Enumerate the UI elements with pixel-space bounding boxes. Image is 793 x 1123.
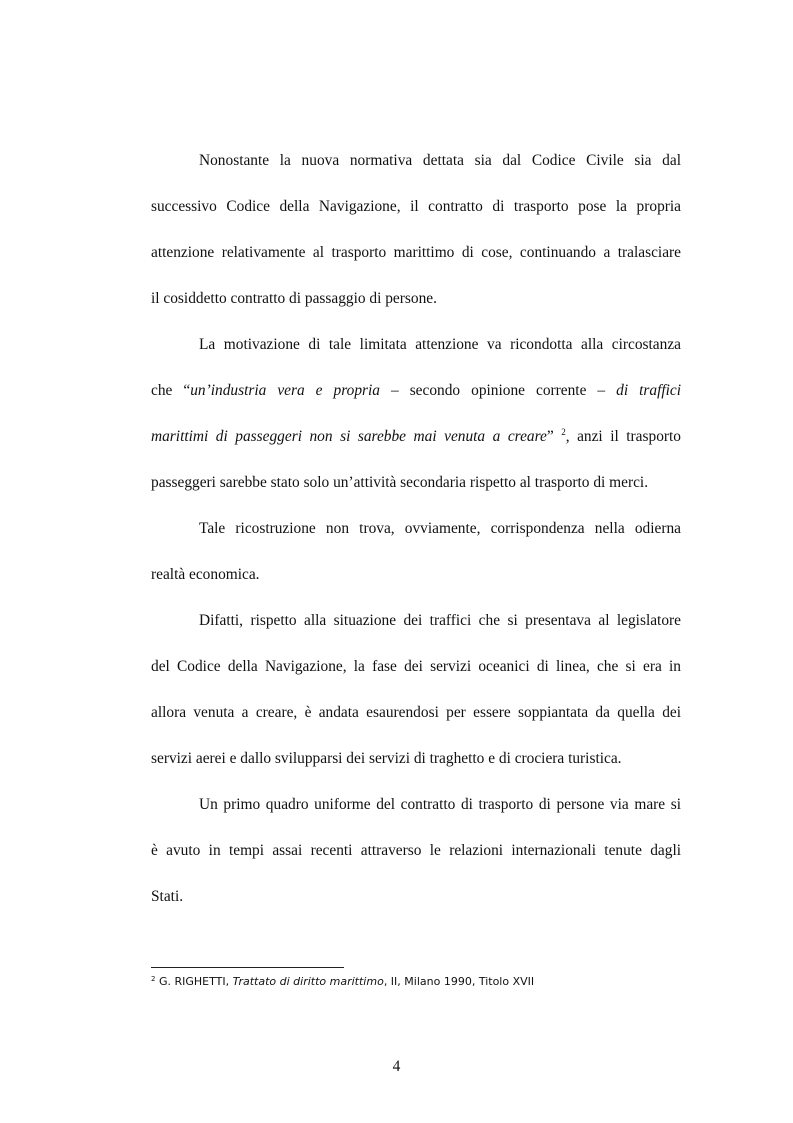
- paragraph-4-line-4: servizi aerei e dallo svilupparsi dei servizi di traghetto e di crociera turistica.: [151, 750, 622, 767]
- paragraph-1-line-2: successivo Codice della Navigazione, il contratto di trasporto pose la propria: [151, 198, 681, 215]
- paragraph-2-line-2: [151, 382, 681, 400]
- paragraph-3-line-2: realtà economica.: [151, 566, 260, 583]
- paragraph-4-line-1: Difatti, rispetto alla situazione dei traffici che si presentava al legislatore: [199, 612, 681, 629]
- footnote-marker: 2: [151, 975, 156, 983]
- quote-open: che “: [151, 382, 191, 399]
- paragraph-3-line-1: Tale ricostruzione non trova, ovviamente, corrispondenza nella odierna: [199, 520, 681, 537]
- footnote-details: , II, Milano 1990, Titolo XVII: [383, 975, 535, 988]
- paragraph-2-line-4: passeggeri sarebbe stato solo un’attività secondaria rispetto al trasporto di merci.: [151, 474, 649, 491]
- paragraph-1-line-1: Nonostante la nuova normativa dettata sia dal Codice Civile sia dal: [199, 152, 681, 169]
- footnote: [151, 975, 534, 989]
- footnote-separator: [151, 967, 344, 968]
- paragraph-2-line-3: [151, 428, 681, 446]
- quote-italic-1: un’industria vera e propria: [190, 382, 380, 399]
- page-number: 4: [392, 1058, 401, 1075]
- footnote-reference: 2: [561, 427, 566, 437]
- footnote-title: Trattato di diritto marittimo: [232, 975, 384, 988]
- quote-close: ”: [546, 428, 562, 445]
- paragraph-2-line-3-tail: , anzi il trasporto: [565, 428, 681, 445]
- paragraph-5-line-1: Un primo quadro uniforme del contratto di trasporto di persone via mare si: [199, 796, 681, 813]
- paragraph-2-line-1: La motivazione di tale limitata attenzione va ricondotta alla circostanza: [199, 336, 681, 353]
- paragraph-4-line-2: del Codice della Navigazione, la fase dei servizi oceanici di linea, che si era in: [151, 658, 681, 675]
- footnote-author: G. RIGHETTI,: [155, 975, 233, 988]
- quote-italic-3: marittimi di passeggeri non si sarebbe mai venuta a creare: [151, 428, 547, 445]
- paragraph-1-line-3: attenzione relativamente al trasporto marittimo di cose, continuando a tralasciare: [151, 244, 681, 261]
- quote-aside: – secondo opinione corrente –: [379, 382, 617, 399]
- quote-italic-2: di traffici: [616, 382, 681, 399]
- paragraph-5-line-3: Stati.: [151, 888, 184, 905]
- paragraph-4-line-3: allora venuta a creare, è andata esaurendosi per essere soppiantata da quella dei: [151, 704, 681, 721]
- paragraph-5-line-2: è avuto in tempi assai recenti attraverso le relazioni internazionali tenute dagli: [151, 842, 681, 859]
- paragraph-1-line-4: il cosiddetto contratto di passaggio di persone.: [151, 290, 437, 307]
